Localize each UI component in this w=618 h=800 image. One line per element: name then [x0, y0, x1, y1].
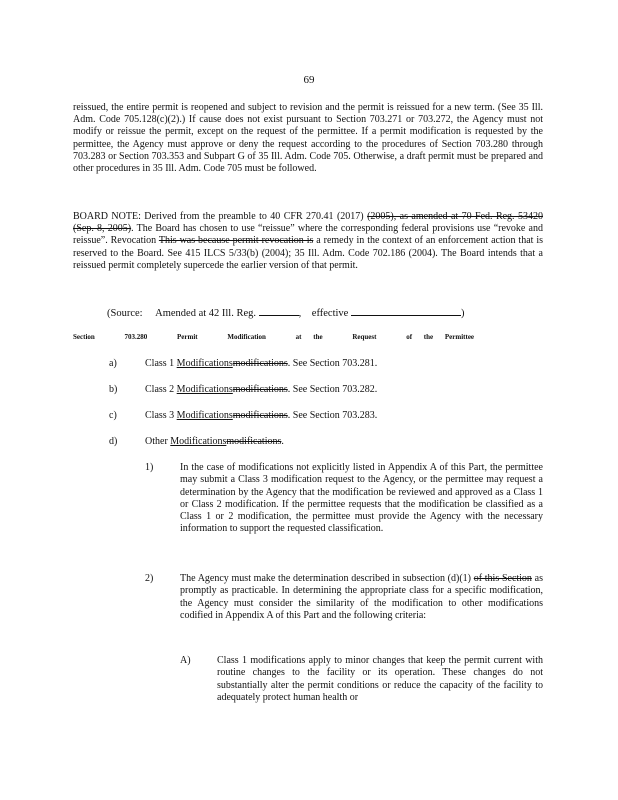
- board-note-text-2: . The Board has chosen to use “reissue” where the corresponding federal provisions use “revoke and reissue”. Revocation: [73, 223, 543, 247]
- source-text: Amended at 42 Ill. Reg.: [155, 308, 257, 319]
- heading-word: 703.280: [124, 333, 148, 341]
- source-blank-date: [351, 306, 461, 316]
- source-comma: ,: [298, 308, 302, 319]
- subsection-deleted-text: of this Section: [473, 573, 532, 584]
- reissue-paragraph: reissued, the entire permit is reopened and subject to revision and the permit is reissued for a new term. (See 35 Ill. Adm. Code 705.128(c)(2).) If cause does not exist pursuant to Section 703.271 or 703.272, the Agency must not modify or reissue the permit, except on the request of the permittee. If a permit modification is requested by the permittee, the Agency must approve or deny the request according to the procedures of Section 703.280 through 703.283 or Section 703.353 and Subpart G of 35 Ill. Adm. Code 705. Otherwise, a draft permit must be prepared and other procedures in 35 Ill. Adm. Code 705 must be followed.: [73, 102, 543, 175]
- heading-word: the: [313, 333, 323, 341]
- item-inserted-text: Modifications: [176, 384, 233, 395]
- subsection-label: 1): [145, 462, 154, 473]
- item-label: c): [109, 410, 117, 421]
- source-note: [107, 306, 464, 319]
- board-note-struck-1: (2005), as amended at 70 Fed. Reg. 53420 (Sep. 8, 2005): [73, 211, 543, 235]
- board-note: [73, 211, 543, 272]
- list-item: [109, 410, 377, 421]
- subsection-1: [145, 462, 543, 562]
- list-item: [109, 384, 377, 395]
- heading-word: at: [295, 333, 302, 341]
- heading-word: Permit: [177, 333, 198, 341]
- item-label: b): [109, 384, 118, 395]
- heading-word: Request: [352, 333, 377, 341]
- item-inserted-text: Modifications: [176, 410, 233, 421]
- board-note-struck-2: This was because permit revocation is: [158, 235, 314, 247]
- page-number: 69: [303, 74, 315, 86]
- source-effective: effective: [311, 308, 349, 319]
- subsection-label: A): [180, 655, 191, 666]
- item-text: .: [281, 436, 284, 447]
- item-label: d): [109, 436, 118, 447]
- source-prefix: (Source:: [107, 308, 143, 319]
- source-blank-volume: [259, 306, 299, 316]
- item-text: Class 2: [145, 384, 177, 395]
- heading-word: the: [423, 333, 434, 341]
- heading-word: of: [406, 333, 413, 341]
- subsection-A: [180, 655, 543, 715]
- list-item: [109, 358, 377, 369]
- item-text: . See Section 703.283.: [287, 410, 378, 421]
- subsection-text: In the case of modifications not explicitly listed in Appendix A of this Part, the permittee may submit a Class 3 modification request to the Agency, or the permittee may request a determination by the Agency that the modification be reviewed and approved as a Class 1 or Class 2 modification. If the permittee requests that the modification be classified as a Class 1 or 2 modification, the permittee must provide the Agency with the necessary information to support the requested classification.: [180, 462, 543, 535]
- subsection-label: 2): [145, 573, 154, 584]
- heading-word: Section: [73, 333, 95, 341]
- list-item: [109, 436, 284, 447]
- heading-word: Permittee: [444, 333, 475, 341]
- section-heading: [73, 333, 543, 341]
- item-deleted-text: modifications: [226, 436, 282, 447]
- item-deleted-text: modifications: [232, 358, 288, 369]
- subsection-text-part: The Agency must make the determination described in subsection (d)(1): [180, 573, 474, 584]
- board-note-text-3: a remedy in the context of an enforcement action that is reserved to the Board. See 415 ILCS 5/33(b) (2004); 35 Ill. Adm. Code 702.186 (2004). The Board intends that a reissued permit completely supercede the earlier version of that permit.: [73, 235, 544, 271]
- item-text: Class 1: [145, 358, 177, 369]
- item-label: a): [109, 358, 117, 369]
- item-text: Class 3: [145, 410, 177, 421]
- item-text: . See Section 703.282.: [287, 384, 378, 395]
- item-deleted-text: modifications: [232, 384, 288, 395]
- subsection-text: [180, 573, 543, 622]
- item-inserted-text: Modifications: [170, 436, 227, 447]
- subsection-2: [145, 573, 543, 653]
- heading-word: Modification: [227, 333, 266, 341]
- board-note-text-1: BOARD NOTE: Derived from the preamble to 40 CFR 270.41 (2017): [73, 211, 368, 222]
- subsection-text-part: as promptly as practicable. In determining the appropriate class for a specific modification, the Agency must consider the similarity of the modification to other modifications codified in Appendix A of this Part and the following criteria:: [180, 573, 543, 621]
- subsection-text: Class 1 modifications apply to minor changes that keep the permit current with routine changes to the facility or its operation. These changes do not substantially alter the permit conditions or reduce the capacity of the facility to adequately protect human health or: [217, 655, 543, 703]
- item-inserted-text: Modifications: [176, 358, 233, 369]
- item-text: . See Section 703.281.: [287, 358, 378, 369]
- item-deleted-text: modifications: [232, 410, 288, 421]
- item-text: Other: [145, 436, 171, 447]
- source-close: ): [460, 308, 465, 319]
